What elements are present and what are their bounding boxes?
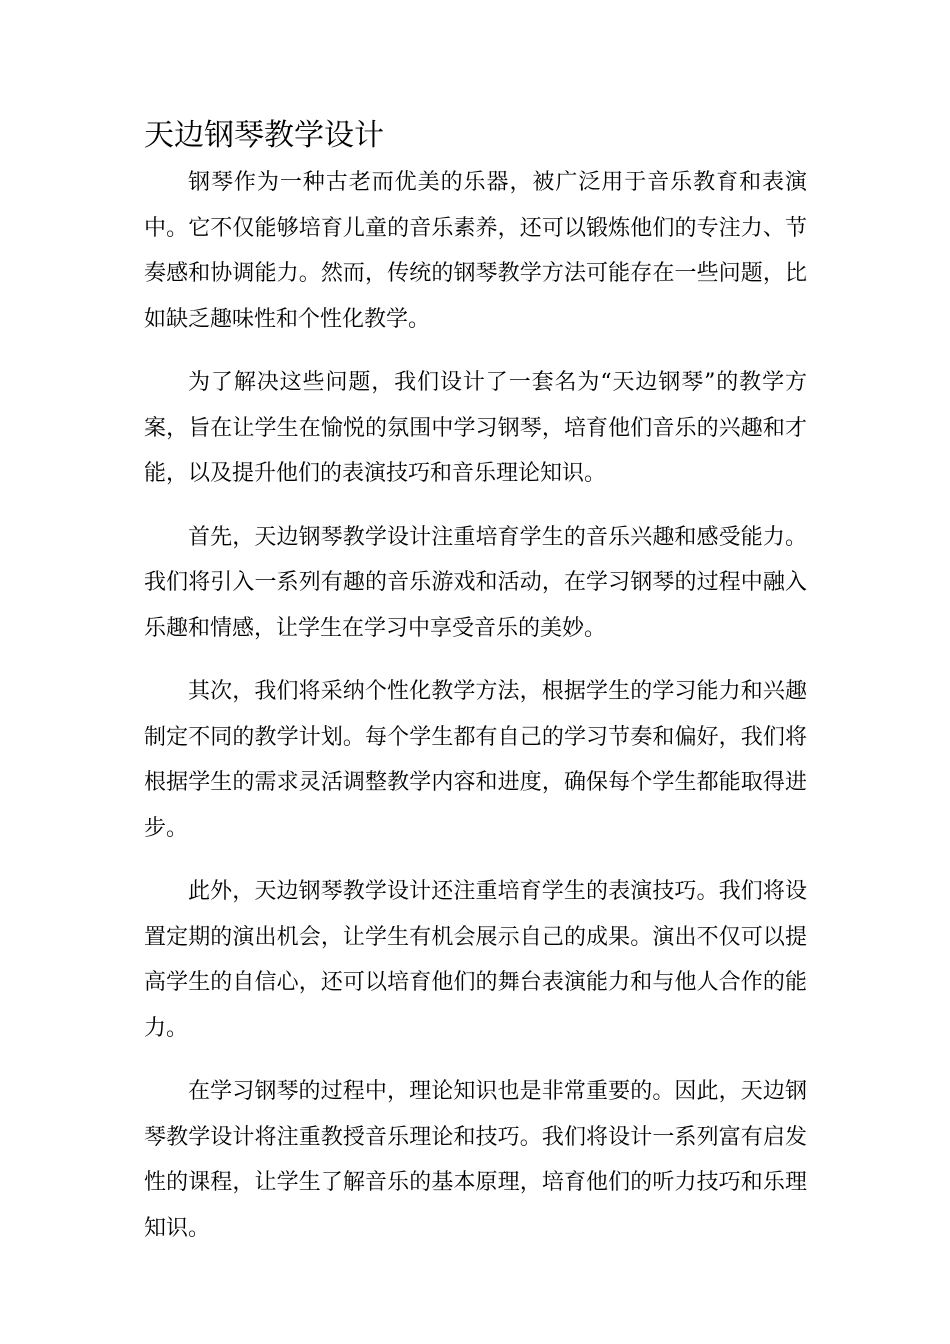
paragraph-5: 此外，天边钢琴教学设计还注重培育学生的表演技巧。我们将设置定期的演出机会，让学生有机会展示自己的成果。演出不仅可以提高学生的自信心，还可以培育他们的舞台表演能力和与他人合作的能力。 [144,879,807,1041]
paragraph-6: 在学习钢琴的过程中，理论知识也是非常重要的。因此，天边钢琴教学设计将注重教授音乐理论和技巧。我们将设计一系列富有启发性的课程，让学生了解音乐的基本原理，培育他们的听力技巧和乐理知识。 [144,1079,807,1241]
paragraph-1: 钢琴作为一种古老而优美的乐器，被广泛用于音乐教育和表演中。它不仅能够培育儿童的音乐素养，还可以锻炼他们的专注力、节奏感和协调能力。然而，传统的钢琴教学方法可能存在一些问题，比如缺乏趣味性和个性化教学。 [144,170,807,332]
paragraph-2: 为了解决这些问题，我们设计了一套名为“天边钢琴”的教学方案，旨在让学生在愉悦的氛围中学习钢琴，培育他们音乐的兴趣和才能，以及提升他们的表演技巧和音乐理论知识。 [144,370,807,486]
document-body [144,160,807,1269]
paragraph-3: 首先，天边钢琴教学设计注重培育学生的音乐兴趣和感受能力。我们将引入一系列有趣的音乐游戏和活动，在学习钢琴的过程中融入乐趣和情感，让学生在学习中享受音乐的美妙。 [144,524,807,641]
paragraph-4: 其次，我们将采纳个性化教学方法，根据学生的学习能力和兴趣制定不同的教学计划。每个学生都有自己的学习节奏和偏好，我们将根据学生的需求灵活调整教学内容和进度，确保每个学生都能取得进步。 [144,679,807,841]
document-title: 天边钢琴教学设计 [144,118,384,153]
